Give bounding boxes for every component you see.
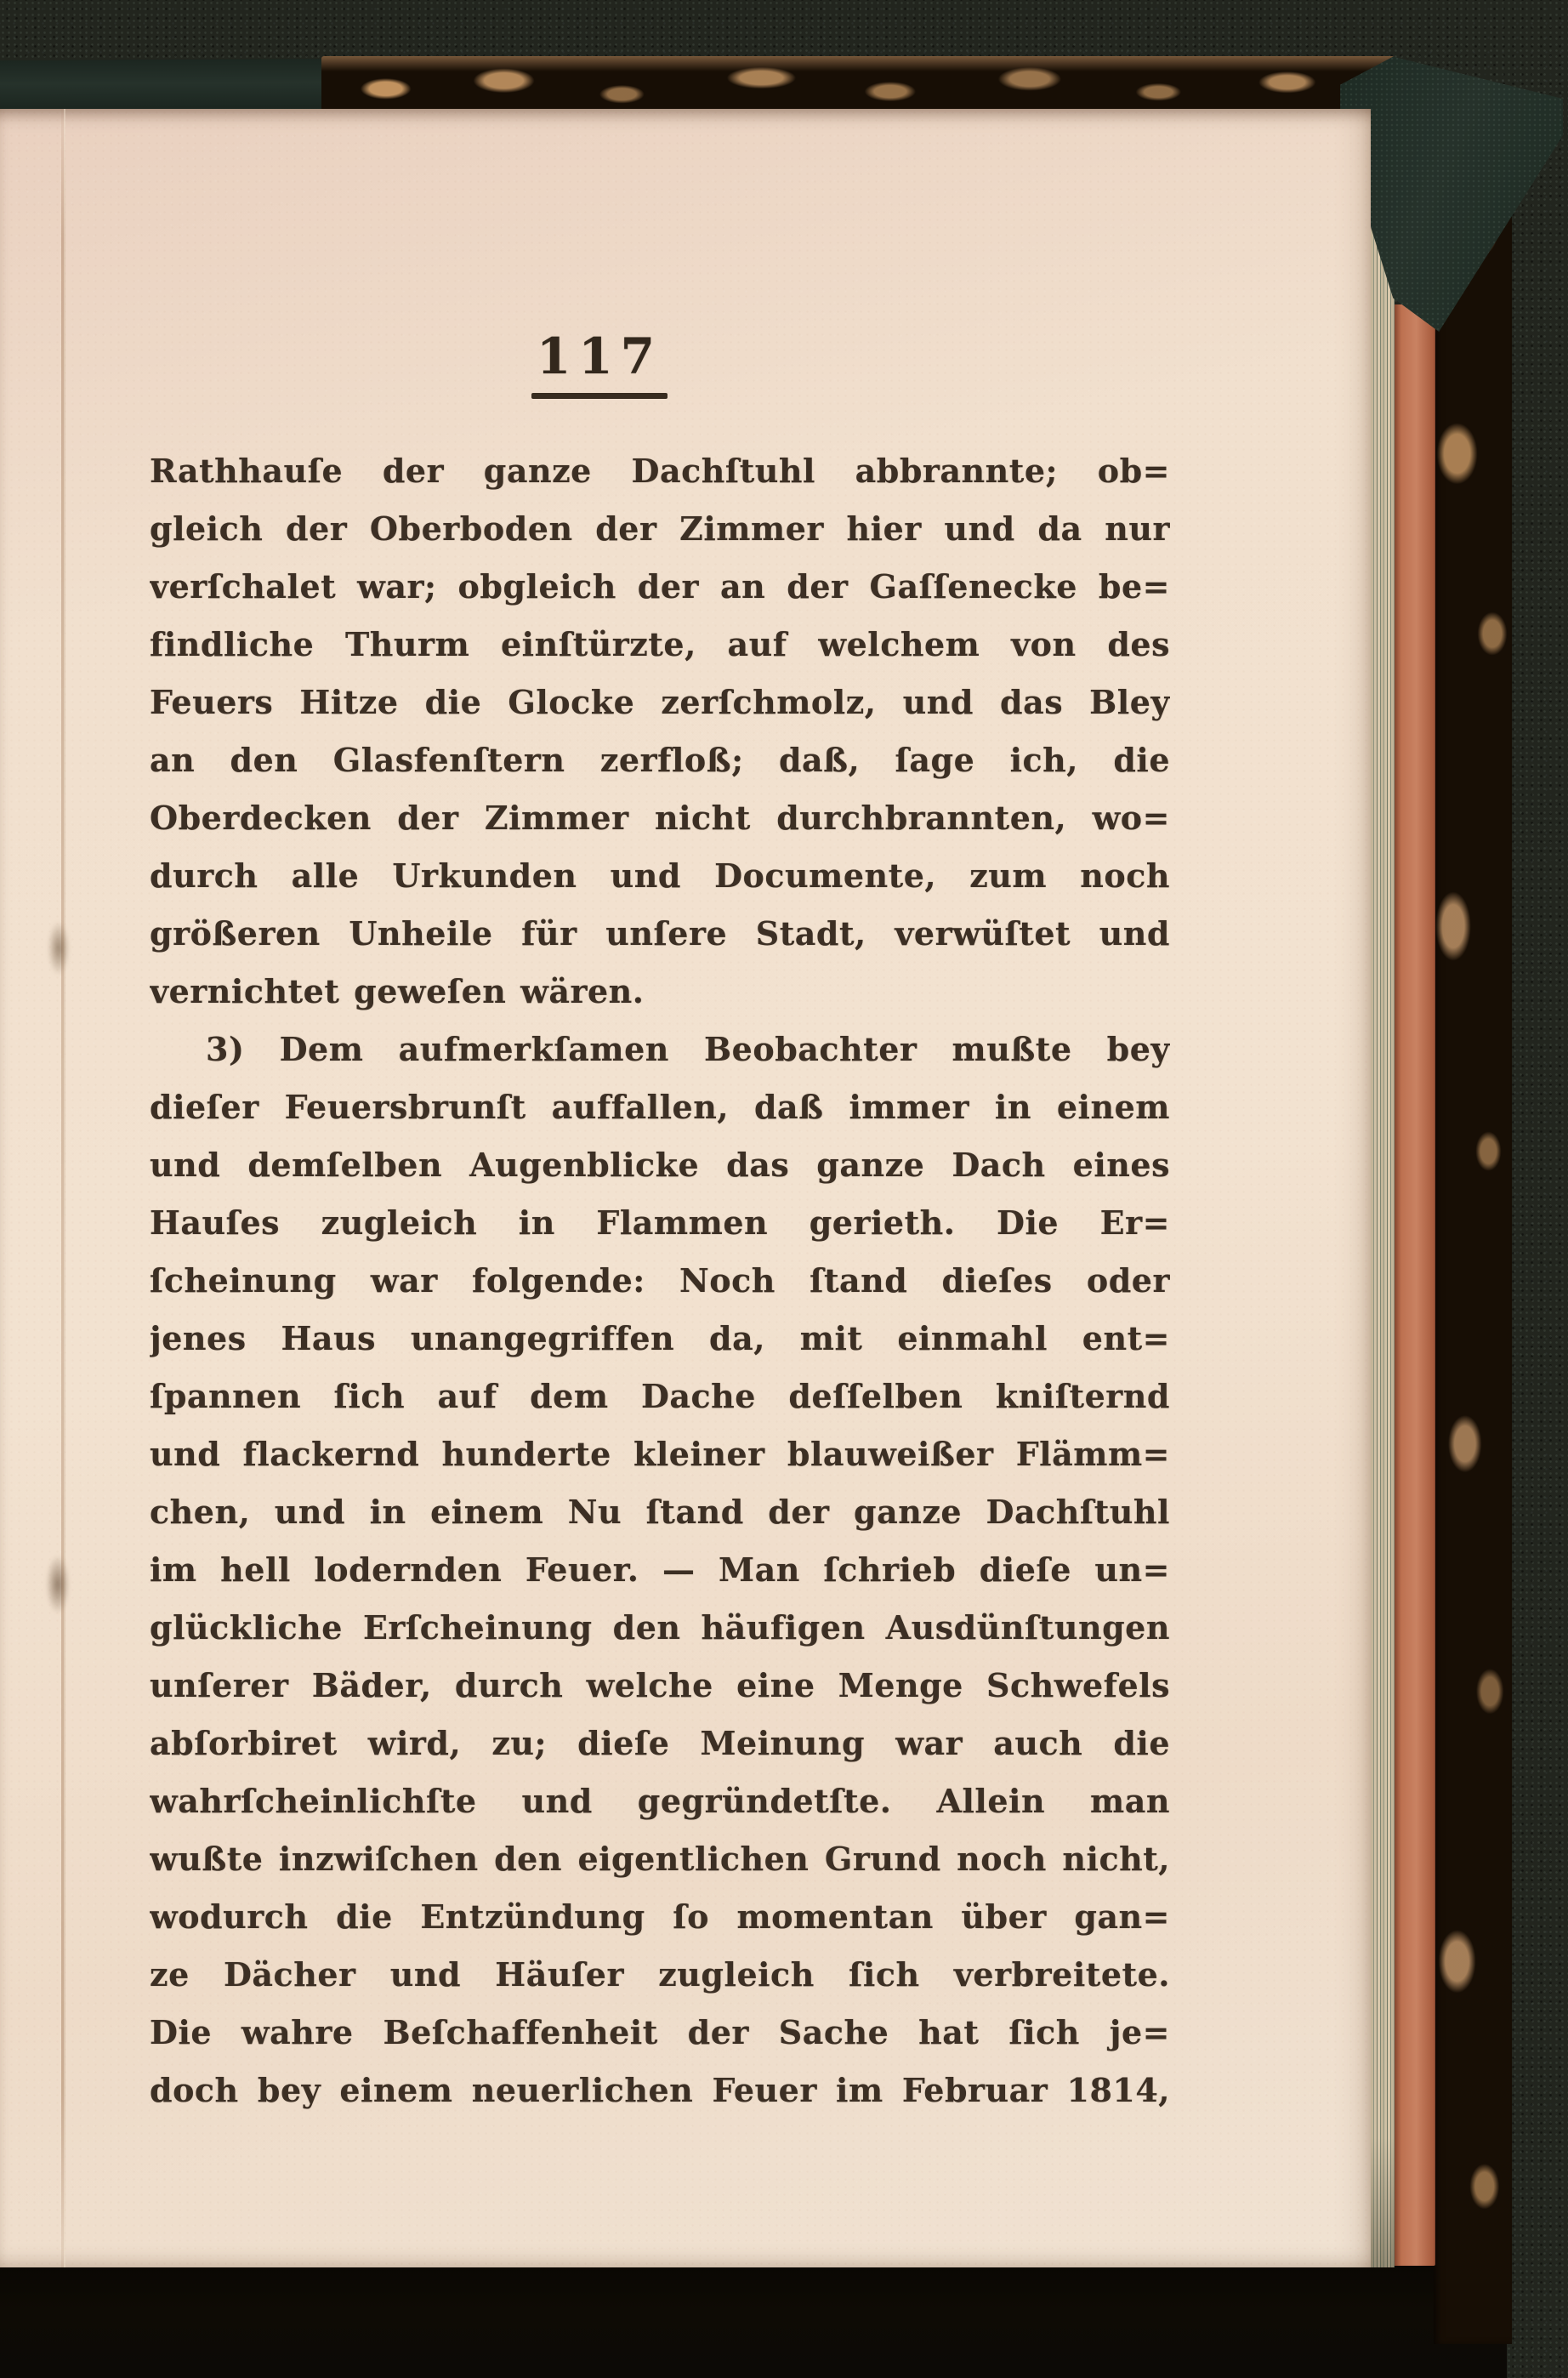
- text-line: vernichtet geweſen wären.: [150, 972, 645, 1010]
- cover-top-green-edge: [0, 59, 366, 113]
- text-line: durch alle Urkunden und Documente, zum noch: [150, 856, 1170, 895]
- paragraph: [150, 442, 1170, 1021]
- text-line: wußte inzwiſchen den eigentlichen Grund noch nicht,: [150, 1840, 1170, 1878]
- text-line: chen, und in einem Nu ſtand der ganze Dachſtuhl: [150, 1493, 1170, 1531]
- text-line: und flackernd hunderte kleiner blauweißer Flämm=: [150, 1435, 1170, 1473]
- text-line: 3) Dem aufmerkſamen Beobachter mußte bey: [206, 1030, 1170, 1068]
- paragraph: [150, 1021, 1170, 2119]
- text-line: Oberdecken der Zimmer nicht durchbrannten, wo=: [150, 799, 1170, 837]
- text-line: Die wahre Beſchaffenheit der Sache hat ſich je=: [150, 2013, 1170, 2051]
- text-line: Rathhauſe der ganze Dachſtuhl abbrannte; ob=: [150, 452, 1170, 490]
- text-line: an den Glasfenſtern zerfloß; daß, ſage ich, die: [150, 741, 1170, 779]
- text-line: wahrſcheinlichſte und gegründetſte. Allein man: [150, 1782, 1170, 1820]
- page-crease: [61, 109, 65, 2267]
- page-number: 117: [536, 327, 663, 385]
- page-header: [531, 327, 668, 399]
- book-page: [0, 109, 1371, 2267]
- text-line: ſcheinung war folgende: Noch ſtand dieſes oder: [150, 1261, 1170, 1300]
- text-line: im hell lodernden Feuer. — Man ſchrieb dieſe un=: [150, 1550, 1170, 1589]
- sewing-notch: [48, 921, 70, 976]
- cover-top-marble-strip: [321, 56, 1395, 111]
- text-line: ze Dächer und Häuſer zugleich ſich verbreitete.: [150, 1955, 1170, 1994]
- text-line: verſchalet war; obgleich der an der Gaſſenecke be=: [150, 567, 1170, 606]
- sewing-notch: [46, 1555, 70, 1614]
- fore-edge-band: [1393, 304, 1435, 2266]
- text-line: unſerer Bäder, durch welche eine Menge Schwefels: [150, 1666, 1170, 1704]
- text-line: findliche Thurm einſtürzte, auf welchem von des: [150, 625, 1170, 663]
- text-line: dieſer Feuersbrunſt auffallen, daß immer in einem: [150, 1088, 1170, 1126]
- text-line: jenes Haus unangegriffen da, mit einmahl ent=: [150, 1319, 1170, 1357]
- text-line: gleich der Oberboden der Zimmer hier und da nur: [150, 509, 1170, 548]
- page-number-rule: [531, 393, 668, 399]
- text-line: und demſelben Augenblicke das ganze Dach eines: [150, 1146, 1170, 1184]
- text-line: Feuers Hitze die Glocke zerſchmolz, und das Bley: [150, 683, 1170, 721]
- text-line: ſpannen ſich auf dem Dache deſſelben kniſternd: [150, 1377, 1170, 1415]
- text-line: abſorbiret wird, zu; dieſe Meinung war auch die: [150, 1724, 1170, 1762]
- page-bottom-shadow: [0, 2266, 1507, 2378]
- text-line: größeren Unheile für unſere Stadt, verwüſtet und: [150, 914, 1170, 953]
- text-block: [150, 442, 1170, 2119]
- marbled-leather-cover: [1434, 94, 1512, 2344]
- text-line: Hauſes zugleich in Flammen gerieth. Die Er=: [150, 1203, 1170, 1242]
- text-line: wodurch die Entzündung ſo momentan über gan=: [150, 1897, 1170, 1936]
- text-line: doch bey einem neuerlichen Feuer im Februar 1814,: [150, 2071, 1170, 2109]
- text-line: glückliche Erſcheinung den häufigen Ausdünſtungen: [150, 1608, 1170, 1647]
